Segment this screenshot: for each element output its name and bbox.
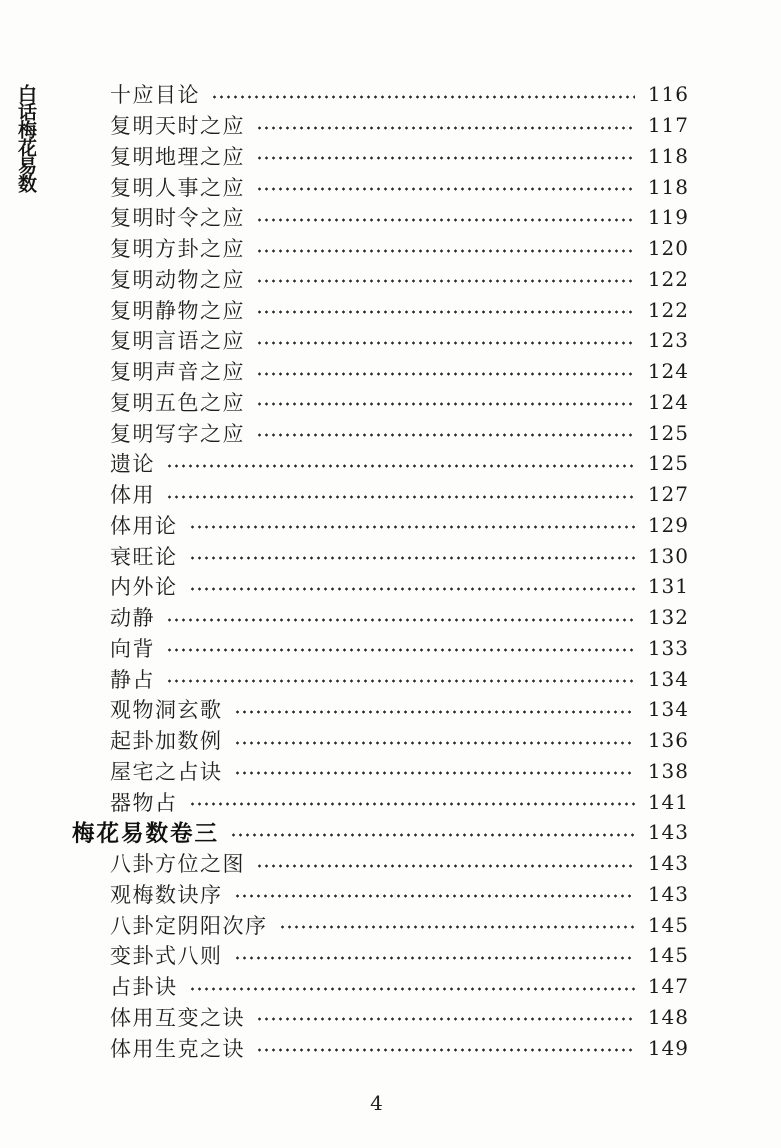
page-number: 4 xyxy=(370,1091,383,1115)
dot-leader xyxy=(166,677,635,685)
dot-leader xyxy=(256,1046,635,1054)
dot-leader xyxy=(256,124,635,132)
toc-entry xyxy=(110,633,689,664)
toc-entry-title: 体用生克之诀 xyxy=(110,1036,245,1061)
toc-entry-title: 复明动物之应 xyxy=(110,267,245,292)
toc-entry-title: 起卦加数例 xyxy=(110,729,223,754)
toc-entry-page: 119 xyxy=(647,205,689,230)
dot-leader xyxy=(279,923,636,931)
toc-entry xyxy=(110,540,689,571)
toc-entry xyxy=(110,387,689,418)
toc-entry-title: 复明静物之应 xyxy=(110,298,245,323)
dot-leader xyxy=(166,493,635,501)
toc-entry-page: 116 xyxy=(647,82,689,107)
dot-leader xyxy=(166,646,635,654)
toc-entry-title: 复明方卦之应 xyxy=(110,237,245,262)
toc-entry xyxy=(110,756,689,787)
dot-leader xyxy=(234,769,636,777)
toc-entry-page: 134 xyxy=(647,697,689,722)
dot-leader xyxy=(256,216,635,224)
toc-entry-page: 145 xyxy=(647,912,689,937)
dot-leader xyxy=(166,462,635,470)
toc-entry-page: 143 xyxy=(647,820,689,845)
toc-entry-title: 变卦式八则 xyxy=(110,944,223,969)
toc-entry xyxy=(110,694,689,725)
toc-entry-title: 体用论 xyxy=(110,513,178,538)
toc-entry-page: 118 xyxy=(647,143,689,168)
toc-list xyxy=(72,79,689,1063)
toc-entry-title: 复明言语之应 xyxy=(110,329,245,354)
toc-entry-page: 130 xyxy=(647,543,689,568)
dot-leader xyxy=(166,616,635,624)
toc-entry-title: 器物占 xyxy=(110,790,178,815)
toc-entry-page: 132 xyxy=(647,605,689,630)
toc-entry-title: 占卦诀 xyxy=(110,975,178,1000)
dot-leader xyxy=(234,892,636,900)
toc-entry-title: 复明写字之应 xyxy=(110,421,245,446)
dot-leader xyxy=(256,339,635,347)
dot-leader xyxy=(189,800,636,808)
toc-entry-title: 内外论 xyxy=(110,575,178,600)
toc-entry-title: 衰旺论 xyxy=(110,544,178,569)
toc-entry-page: 118 xyxy=(647,174,689,199)
toc-entry xyxy=(110,479,689,510)
toc-entry xyxy=(110,848,689,879)
toc-entry xyxy=(110,325,689,356)
toc-entry-page: 147 xyxy=(647,974,689,999)
toc-entry-page: 138 xyxy=(647,758,689,783)
dot-leader xyxy=(189,523,636,531)
toc-entry-page: 124 xyxy=(647,389,689,414)
toc-entry-page: 129 xyxy=(647,512,689,537)
toc-section-heading xyxy=(72,817,689,848)
toc-entry-title: 遗论 xyxy=(110,452,155,477)
toc-entry-title: 复明声音之应 xyxy=(110,360,245,385)
toc-entry xyxy=(110,1032,689,1063)
toc-entry xyxy=(110,171,689,202)
toc-entry-title: 观梅数诀序 xyxy=(110,882,223,907)
toc-entry xyxy=(110,417,689,448)
dot-leader xyxy=(211,93,635,101)
toc-entry-title: 向背 xyxy=(110,636,155,661)
toc-entry xyxy=(110,202,689,233)
toc-entry-page: 141 xyxy=(647,789,689,814)
toc-entry-page: 148 xyxy=(647,1004,689,1029)
toc-entry-page: 120 xyxy=(647,236,689,261)
toc-entry-page: 143 xyxy=(647,881,689,906)
toc-entry xyxy=(110,294,689,325)
toc-entry-title: 八卦方位之图 xyxy=(110,852,245,877)
toc-entry xyxy=(110,264,689,295)
toc-entry-title: 梅花易数卷三 xyxy=(72,821,220,848)
toc-entry-title: 动静 xyxy=(110,606,155,631)
toc-entry-page: 134 xyxy=(647,666,689,691)
dot-leader xyxy=(234,708,636,716)
toc-entry-page: 122 xyxy=(647,297,689,322)
toc-entry-page: 122 xyxy=(647,266,689,291)
dot-leader xyxy=(230,831,635,839)
dot-leader xyxy=(256,185,635,193)
toc-entry-page: 125 xyxy=(647,420,689,445)
toc-entry xyxy=(110,879,689,910)
toc-entry xyxy=(110,141,689,172)
toc-entry-page: 136 xyxy=(647,728,689,753)
toc-entry-title: 复明地理之应 xyxy=(110,144,245,169)
toc-entry xyxy=(110,602,689,633)
toc-entry-page: 145 xyxy=(647,943,689,968)
dot-leader xyxy=(256,277,635,285)
toc-entry xyxy=(110,786,689,817)
dot-leader xyxy=(256,247,635,255)
dot-leader xyxy=(256,400,635,408)
toc-entry-page: 123 xyxy=(647,328,689,353)
dot-leader xyxy=(256,431,635,439)
dot-leader xyxy=(256,370,635,378)
toc-entry-page: 131 xyxy=(647,574,689,599)
dot-leader xyxy=(256,862,635,870)
dot-leader xyxy=(189,985,636,993)
dot-leader xyxy=(189,554,636,562)
dot-leader xyxy=(256,1015,635,1023)
toc-entry xyxy=(110,663,689,694)
toc-entry-page: 149 xyxy=(647,1035,689,1060)
dot-leader xyxy=(234,954,636,962)
toc-entry-page: 125 xyxy=(647,451,689,476)
dot-leader xyxy=(189,585,636,593)
dot-leader xyxy=(234,739,636,747)
toc-entry-title: 十应目论 xyxy=(110,83,200,108)
toc-entry xyxy=(110,356,689,387)
dot-leader xyxy=(256,308,635,316)
toc-entry xyxy=(110,448,689,479)
toc-entry-page: 127 xyxy=(647,482,689,507)
toc-entry-title: 复明时令之应 xyxy=(110,206,245,231)
toc-entry-title: 屋宅之占诀 xyxy=(110,759,223,784)
toc-entry xyxy=(110,909,689,940)
toc-entry-page: 133 xyxy=(647,635,689,660)
toc-entry xyxy=(110,233,689,264)
toc-entry-page: 117 xyxy=(647,113,689,138)
toc-entry xyxy=(110,110,689,141)
toc-entry-title: 体用互变之诀 xyxy=(110,1005,245,1030)
toc-entry-title: 体用 xyxy=(110,483,155,508)
toc-entry xyxy=(110,725,689,756)
toc-entry-title: 复明五色之应 xyxy=(110,390,245,415)
book-spine-title: 白话梅花易数 xyxy=(15,84,37,192)
toc-entry xyxy=(110,940,689,971)
toc-entry-title: 静占 xyxy=(110,667,155,692)
toc-entry xyxy=(110,971,689,1002)
toc-entry xyxy=(110,1002,689,1033)
toc-entry-page: 124 xyxy=(647,359,689,384)
dot-leader xyxy=(256,154,635,162)
toc-entry xyxy=(110,79,689,110)
toc-entry-title: 八卦定阴阳次序 xyxy=(110,913,268,938)
toc-entry xyxy=(110,571,689,602)
toc-entry-title: 复明天时之应 xyxy=(110,114,245,139)
toc-entry-title: 复明人事之应 xyxy=(110,175,245,200)
toc-entry-title: 观物洞玄歌 xyxy=(110,698,223,723)
toc-entry-page: 143 xyxy=(647,851,689,876)
toc-entry xyxy=(110,510,689,541)
